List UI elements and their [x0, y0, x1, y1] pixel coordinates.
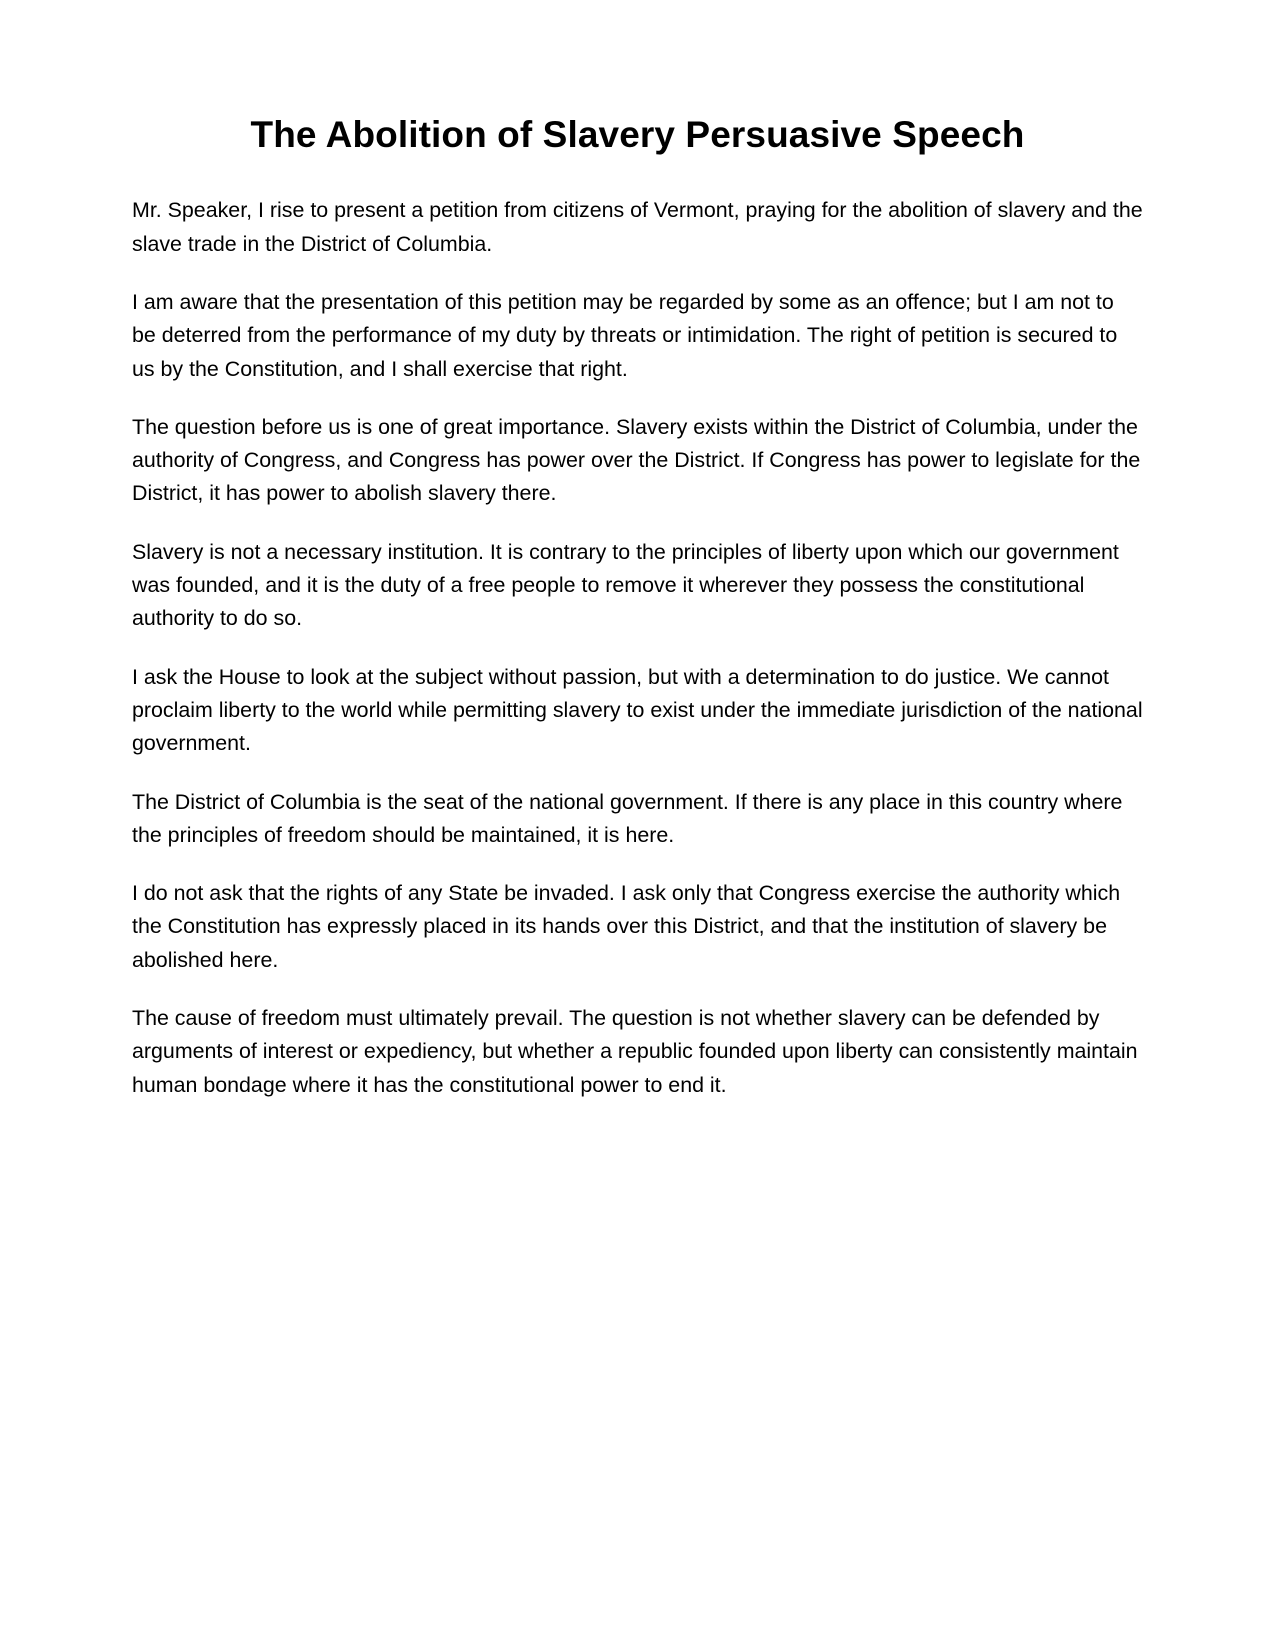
paragraph: I ask the House to look at the subject without passion, but with a determination to do justice. We cannot proclaim liberty to the world while permitting slavery to exist under the immediate jurisdiction of the national government.	[132, 664, 1143, 756]
paragraph: I am aware that the presentation of this petition may be regarded by some as an offence; but I am not to be deterred from the performance of my duty by threats or intimidation. The right of petition is secured to us by the Constitution, and I shall exercise that right.	[132, 289, 1118, 381]
paragraph: I do not ask that the rights of any State be invaded. I ask only that Congress exercise the authority which the Constitution has expressly placed in its hands over this District, and that the institution of slavery be abolished here.	[132, 881, 1121, 972]
paragraph: The question before us is one of great importance. Slavery exists within the District of Columbia, under the authority of Congress, and Congress has power over the District. If Congress has power to legislate for the District, it has power to abolish slavery there.	[132, 414, 1141, 506]
document-body	[132, 194, 1143, 1102]
paragraph: The cause of freedom must ultimately prevail. The question is not whether slavery can be defended by arguments of interest or expediency, but whether a republic founded upon liberty can consistently maintain human bondage where it has the constitutional power to end it.	[132, 1006, 1138, 1097]
paragraph: The District of Columbia is the seat of the national government. If there is any place in this country where the principles of freedom should be maintained, it is here.	[132, 789, 1123, 847]
document-title: The Abolition of Slavery Persuasive Speech	[250, 114, 1025, 155]
paragraph: Slavery is not a necessary institution. It is contrary to the principles of liberty upon which our government was founded, and it is the duty of a free people to remove it wherever they possess the constitutional authority to do so.	[132, 539, 1119, 631]
paragraph: Mr. Speaker, I rise to present a petition from citizens of Vermont, praying for the abolition of slavery and the slave trade in the District of Columbia.	[132, 198, 1143, 256]
